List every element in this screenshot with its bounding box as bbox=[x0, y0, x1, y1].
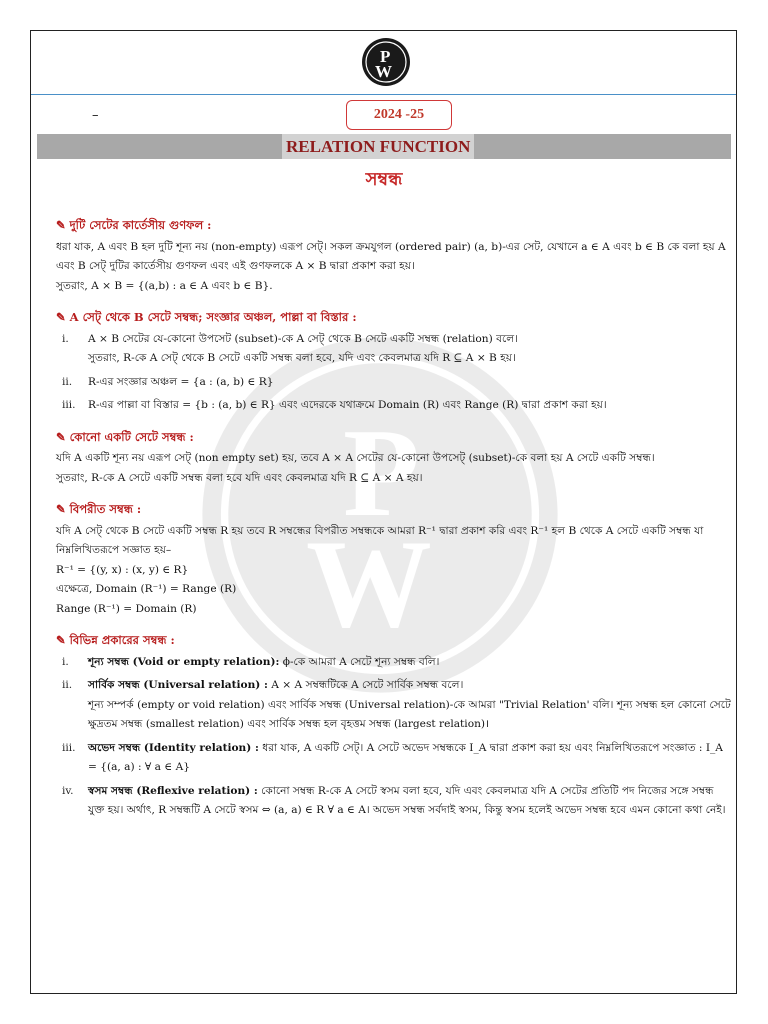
item-term: সার্বিক সম্বন্ধ (Universal relation) : bbox=[88, 679, 268, 691]
svg-text:W: W bbox=[375, 62, 392, 81]
item-text: R-এর সংজ্ঞার অঞ্চল = {a : (a, b) ∈ R} bbox=[88, 375, 274, 388]
formula: Range (R⁻¹) = Domain (R) bbox=[56, 602, 197, 615]
pen-icon: ✎ bbox=[56, 310, 66, 324]
section-heading bbox=[56, 216, 732, 236]
paragraph: ধরা যাক, A এবং B হল দুটি শূন্য নয় (non-empty) এরূপ সেট্। সকল ক্রমযুগল (ordered pair) (a, b)-এর সেট, যেখানে a ∈ A এবং b ∈ B কে বলা হয় A এবং B সেট্ দুটির কার্তেসীয় গুণফল এবং এই গুণফলকে A × B দ্বারা প্রকাশ করা হয়। bbox=[56, 240, 726, 272]
list-item bbox=[56, 782, 732, 821]
item-number: i. bbox=[62, 655, 69, 668]
section-heading bbox=[56, 308, 732, 328]
item-term: শূন্য সম্বন্ধ (Void or empty relation): bbox=[88, 655, 280, 668]
list-item bbox=[56, 330, 732, 369]
section-heading bbox=[56, 428, 732, 448]
formula: এক্ষেত্রে, Domain (R⁻¹) = Range (R) bbox=[56, 583, 237, 595]
item-text: A × A সম্বন্ধটিকে A সেটে সার্বিক সম্বন্ধ বলে। bbox=[267, 679, 464, 691]
header-divider bbox=[31, 94, 736, 95]
pen-icon: ✎ bbox=[56, 429, 66, 444]
heading-text: বিভিন্ন প্রকারের সম্বন্ধ : bbox=[69, 633, 175, 647]
section-relation-on-set bbox=[56, 428, 732, 489]
svg-text:P: P bbox=[380, 47, 391, 66]
heading-text: কোনো একটি সেটে সম্বন্ধ : bbox=[69, 429, 194, 444]
item-text: কোনো সম্বন্ধ R-কে A সেটে স্বসম বলা হবে, যদি এবং কেবলমাত্র যদি A সেটের প্রতিটি পদ নিজের সঙ্গে সম্বন্ধ যুক্ত হয়। অর্থাৎ, R সম্বন্ধটি A সেটে স্বসম ⇔ (a, a) ∈ R ∀ a ∈ A। অভেদ সম্বন্ধ সর্বদাই স্বসম, কিন্তু স্বসম হলেই অভেদ সম্বন্ধ হবে এমন কোনো কথা নেই। bbox=[88, 784, 726, 816]
page-title: RELATION FUNCTION bbox=[282, 134, 474, 159]
section-heading bbox=[56, 631, 732, 651]
header-dash: – bbox=[92, 108, 99, 123]
item-number: iii. bbox=[62, 741, 76, 754]
item-term: অভেদ সম্বন্ধ (Identity relation) : bbox=[88, 741, 259, 754]
item-number: ii. bbox=[62, 679, 73, 691]
item-text: R-এর পাল্লা বা বিস্তার = {b : (a, b) ∈ R} এবং এদেরকে যথাক্রমে Domain (R) এবং Range (R) দ্বারা প্রকাশ করা হয়। bbox=[88, 399, 607, 411]
item-number: iii. bbox=[62, 399, 76, 411]
item-text: ϕ-কে আমরা A সেটে শূন্য সম্বন্ধ বলি। bbox=[279, 655, 440, 668]
paragraph: যদি A সেট্ থেকে B সেটে একটি সম্বন্ধ R হয় তবে R সম্বন্ধের বিপরীত সম্বন্ধকে আমরা R⁻¹ দ্বারা প্রকাশ করি এবং R⁻¹ হল B থেকে A সেটে একটি সম্বন্ধ যা নিম্নলিখিতরূপে সজ্ঞাত হয়– bbox=[56, 524, 704, 556]
document-body bbox=[56, 216, 732, 833]
heading-text: A সেট্ থেকে B সেটে সম্বন্ধ; সংজ্ঞার অঞ্চল, পাল্লা বা বিস্তার : bbox=[69, 310, 357, 324]
item-text: ধরা যাক, A একটি সেট্। A সেটে অভেদ সম্বন্ধকে I_A দ্বারা প্রকাশ করা হয় এবং নিম্নলিখিতরূপে সংজ্ঞাত : I_A = {(a, a) : ∀ a ∈ A} bbox=[88, 741, 723, 773]
section-types-of-relation bbox=[56, 631, 732, 821]
section-heading bbox=[56, 500, 732, 520]
heading-text: দুটি সেটের কার্তেসীয় গুণফল : bbox=[69, 218, 212, 232]
item-number: i. bbox=[62, 332, 69, 345]
item-text: শূন্য সম্পর্ক (empty or void relation) এবং সার্বিক সম্বন্ধ (Universal relation)-কে আমরা "Trivial Relation' বলি। শূন্য সম্বন্ধ হল কোনো সেটে ক্ষুদ্রতম সম্বন্ধ (smallest relation) এবং সার্বিক সম্বন্ধ হল বৃহত্তম সম্বন্ধ (largest relation)। bbox=[88, 698, 731, 730]
formula: R⁻¹ = {(y, x) : (x, y) ∈ R} bbox=[56, 563, 189, 576]
heading-text: বিপরীত সম্বন্ধ : bbox=[69, 502, 142, 516]
pen-icon: ✎ bbox=[56, 502, 66, 516]
item-term: স্বসম সম্বন্ধ (Reflexive relation) : bbox=[88, 784, 258, 797]
svg-text:W: W bbox=[306, 515, 432, 654]
section-cartesian-product bbox=[56, 216, 732, 296]
section-relation-domain-range bbox=[56, 308, 732, 416]
paragraph: যদি A একটি শূন্য নয় এরূপ সেট্ (non empty set) হয়, তবে A × A সেটের যে-কোনো উপসেট্ (subset)-কে বলা হয় A সেটে একটি সম্বন্ধ। bbox=[56, 452, 655, 464]
svg-text:P: P bbox=[343, 404, 420, 543]
year-badge: 2024 -25 bbox=[346, 100, 452, 130]
pen-icon: ✎ bbox=[56, 218, 66, 232]
paragraph: সুতরাং, R-কে A সেটে একটি সম্বন্ধ বলা হবে যদি এবং কেবলমাত্র যদি R ⊆ A × A হয়। bbox=[56, 471, 423, 484]
section-inverse-relation bbox=[56, 500, 732, 619]
pen-icon: ✎ bbox=[56, 633, 66, 647]
list-item bbox=[56, 739, 732, 778]
list-item bbox=[56, 653, 732, 673]
item-text: সুতরাং, R-কে A সেট্ থেকে B সেটে একটি সম্বন্ধ বলা হবে, যদি এবং কেবলমাত্র যদি R ⊆ A × B হয়। bbox=[88, 352, 516, 364]
item-text: A × B সেটের যে-কোনো উপসেট (subset)-কে A সেট্ থেকে B সেটে একটি সম্বন্ধ (relation) বলে। bbox=[88, 332, 518, 345]
list-item bbox=[56, 373, 732, 393]
pw-logo bbox=[361, 37, 411, 87]
page-subtitle: সম্বন্ধ bbox=[365, 169, 403, 190]
list-item bbox=[56, 396, 732, 416]
list-item bbox=[56, 676, 732, 735]
paragraph: সুতরাং, A × B = {(a,b) : a ∈ A এবং b ∈ B}. bbox=[56, 279, 273, 292]
item-number: iv. bbox=[62, 784, 74, 797]
item-number: ii. bbox=[62, 375, 73, 388]
